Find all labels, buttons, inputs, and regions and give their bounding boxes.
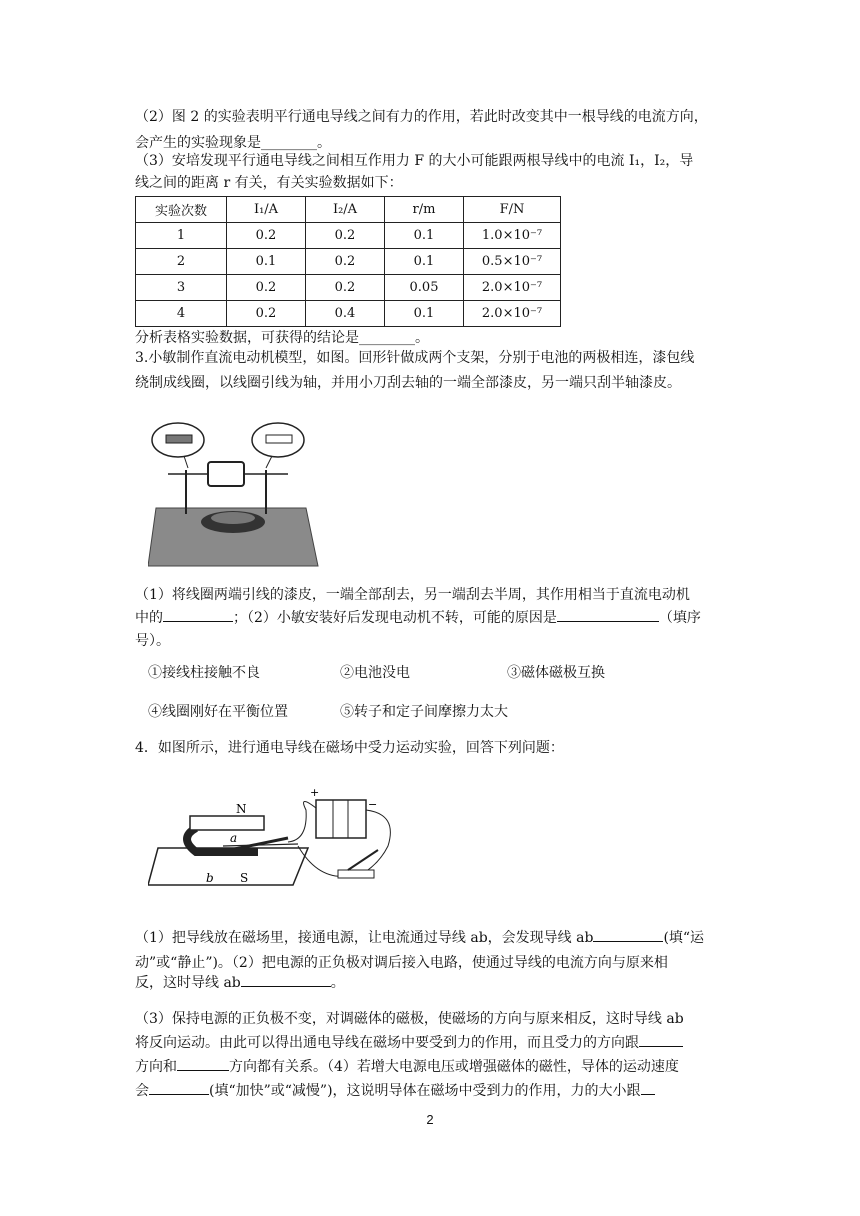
battery-shape [316, 800, 366, 838]
q4-part1-text: (填“运 [663, 930, 705, 946]
table-cell: 1 [136, 223, 227, 249]
table-cell: 0.2 [227, 301, 306, 327]
battery-minus-label: − [368, 798, 378, 811]
q3-sub-line2-part: 中的 [135, 610, 163, 626]
motor-force-experiment-figure [148, 780, 408, 895]
q2-part2-line2: 会产生的实验现象是________。 [135, 135, 331, 151]
q4-part1-text: 。 [330, 975, 345, 991]
table-header-row [136, 197, 561, 223]
q4-part1-line1 [135, 925, 730, 951]
answer-blank [639, 1031, 683, 1047]
q4-part3-text: (填“加快”或“减慢”)，这说明导体在磁场中受到力的作用，力的大小跟 [209, 1083, 641, 1099]
table-cell: 0.2 [306, 275, 385, 301]
q2-part3-line2: 线之间的距离 r 有关，有关实验数据如下： [135, 175, 403, 191]
table-row [136, 301, 561, 327]
q3-sub-line3: 号）。 [135, 633, 170, 649]
table-cell: 2.0×10⁻⁷ [464, 301, 561, 327]
q4-part1-text: 反，这时导线 ab [135, 975, 241, 991]
table-row [136, 275, 561, 301]
table-header-cell: I₂/A [306, 197, 385, 223]
q4-part1-text: （1）把导线放在磁场里，接通电源，让电流通过导线 ab，会发现导线 ab [135, 930, 594, 946]
table-cell: 0.2 [306, 223, 385, 249]
table-cell: 0.1 [227, 249, 306, 275]
table-cell: 0.1 [385, 301, 464, 327]
answer-blank [149, 1079, 209, 1095]
answer-blank [177, 1055, 229, 1071]
table-cell: 1.0×10⁻⁷ [464, 223, 561, 249]
q3-sub-line2-part: （填序 [658, 610, 701, 626]
q4-part1-line3 [135, 970, 730, 996]
q3-sub-line2-part: ；（2）小敏安装好后发现电动机不转，可能的原因是 [233, 610, 557, 626]
switch-shape [338, 870, 374, 878]
table-row [136, 249, 561, 275]
table-header-cell: 实验次数 [136, 197, 227, 223]
answer-blank [557, 606, 659, 622]
answer-blank [163, 606, 233, 622]
battery-plus-label: + [310, 786, 320, 799]
answer-blank [241, 971, 331, 987]
table-header-cell: r/m [385, 197, 464, 223]
q3-option-1: ①接线柱接触不良 [148, 665, 260, 681]
coil-shape [208, 462, 244, 486]
magnet-s-label: S [240, 871, 249, 885]
q3-option-2: ②电池没电 [340, 665, 410, 681]
answer-blank [593, 926, 663, 942]
point-b-label: b [206, 871, 214, 885]
table-header-cell: I₁/A [227, 197, 306, 223]
point-a-label: a [230, 831, 238, 845]
q3-sub-line1: （1）将线圈两端引线的漆皮，一端全部刮去，另一端刮去半周，其作用相当于直流电动机 [135, 587, 690, 603]
table-cell: 0.4 [306, 301, 385, 327]
motor-model-figure [148, 418, 323, 570]
table-cell: 0.2 [306, 249, 385, 275]
q3-option-4: ④线圈刚好在平衡位置 [148, 704, 288, 720]
q3-option-3: ③磁体磁极互换 [507, 665, 605, 681]
table-cell: 2 [136, 249, 227, 275]
magnet-hole-shape [211, 512, 255, 524]
table-cell: 0.5×10⁻⁷ [464, 249, 561, 275]
q4-stem: 4．如图所示，进行通电导线在磁场中受力运动实验，回答下列问题： [135, 740, 564, 756]
table-cell: 0.2 [227, 223, 306, 249]
q4-part3-line3 [135, 1054, 730, 1080]
q4-part3-text: 会 [135, 1083, 149, 1099]
table-cell: 3 [136, 275, 227, 301]
table-cell: 0.1 [385, 223, 464, 249]
q2-part2-line1: （2）图 2 的实验表明平行通电导线之间有力的作用，若此时改变其中一根导线的电流方向， [135, 109, 708, 125]
q3-stem-line2: 绕制成线圈，以线圈引线为轴，并用小刀刮去轴的一端全部漆皮，另一端只刮半轴漆皮。 [135, 375, 681, 391]
table-cell: 4 [136, 301, 227, 327]
q4-part1-line2: 动”或“静止”)。（2）把电源的正负极对调后接入电路，使通过导线的电流方向与原来相 [135, 955, 668, 971]
table-header-cell: F/N [464, 197, 561, 223]
q4-part3-line2 [135, 1030, 730, 1056]
table-cell: 0.2 [227, 275, 306, 301]
q4-part3-text: 将反向运动。由此可以得出通电导线在磁场中要受到力的作用，而且受力的方向跟 [135, 1035, 639, 1051]
table-cell: 2.0×10⁻⁷ [464, 275, 561, 301]
horseshoe-magnet-shape [187, 828, 258, 852]
q2-conclusion: 分析表格实验数据，可获得的结论是________。 [135, 330, 429, 346]
q4-part3-text: 方向都有关系。（4）若增大电源电压或增强磁体的磁性，导体的运动速度 [229, 1059, 679, 1075]
experiment-data-table [135, 196, 561, 327]
q4-part3-line4 [135, 1078, 730, 1104]
q4-part3-line1: （3）保持电源的正负极不变，对调磁体的磁极，使磁场的方向与原来相反，这时导线 ab [135, 1011, 684, 1027]
table-cell: 0.1 [385, 249, 464, 275]
q3-option-5: ⑤转子和定子间摩擦力太大 [340, 704, 508, 720]
q4-part3-text: 方向和 [135, 1059, 177, 1075]
table-row [136, 223, 561, 249]
table-cell: 0.05 [385, 275, 464, 301]
magnet-n-label: N [236, 802, 247, 816]
answer-blank [641, 1079, 655, 1095]
q2-part3-line1: （3）安培发现平行通电导线之间相互作用力 F 的大小可能跟两根导线中的电流 I₁，I₂，导 [135, 153, 694, 169]
q3-stem-line1: 3.小敏制作直流电动机模型，如图。回形针做成两个支架，分别于电池的两极相连，漆包线 [135, 350, 695, 366]
page-number: 2 [426, 1112, 434, 1127]
